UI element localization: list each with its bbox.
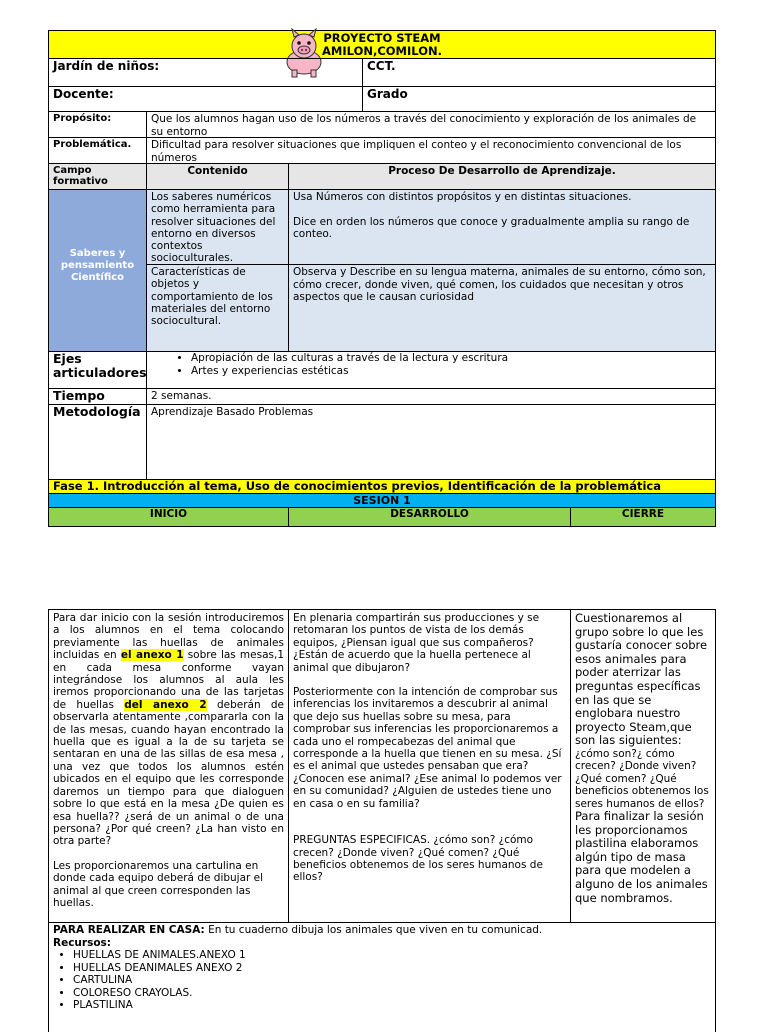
casa-cell <box>48 922 716 1032</box>
ejes-item-2: • Artes y experiencias estéticas <box>191 365 715 378</box>
grado-cell <box>362 86 716 112</box>
contenido-2: Características de objetos y comportamiento de los materiales del entorno sociocultural. <box>146 264 289 352</box>
cierre-header: CIERRE <box>570 507 716 527</box>
desarrollo-text-1: En plenaria compartirán sus producciones y se retomaran los puntos de vista de los demás equipos, ¿Piensan igual que sus compañeros? ¿Están de acuerdo que la huella pertenece al animal que dibujaron? <box>293 612 540 674</box>
recursos-list <box>53 949 711 1012</box>
recurso-item: • HUELLAS DE ANIMALES.ANEXO 1 <box>73 949 711 962</box>
inicio-highlight-anexo1: el anexo 1 <box>120 649 184 662</box>
inicio-cell <box>48 609 289 923</box>
cierre-text-1: Cuestionaremos al grupo sobre lo que les gustaría conocer sobre esos animales para poder aterrizar las preguntas específicas en las que se englobara nuestro proyecto Steam,que son las siguientes: <box>575 611 708 748</box>
cct-label: CCT. <box>367 59 396 73</box>
ejes-list <box>171 352 715 377</box>
recurso-item: • CARTULINA <box>73 974 711 987</box>
ejes-item-1: • Apropiación de las culturas a través de la lectura y escritura <box>191 352 715 365</box>
problematica-label: Problemática. <box>48 137 147 164</box>
recurso-item: • COLORESO CRAYOLAS. <box>73 987 711 1000</box>
docente-label: Docente: <box>53 87 114 101</box>
desarrollo-text-3: PREGUNTAS ESPECIFICAS. ¿cómo son? ¿cómo crecen? ¿Donde viven? ¿Qué comen? ¿Qué beneficios obtenemos de los seres humanos de ellos? <box>293 834 543 884</box>
cct-cell <box>362 58 716 87</box>
metodologia-text: Aprendizaje Basado Problemas <box>146 404 716 480</box>
casa-label: PARA REALIZAR EN CASA: <box>53 924 205 936</box>
desarrollo-cell <box>288 609 571 923</box>
contenido-header: Contenido <box>146 163 289 190</box>
docente-cell <box>48 86 363 112</box>
desarrollo-header: DESARROLLO <box>288 507 571 527</box>
cierre-questions: ¿cómo son?¿ cómo crecen? ¿Donde viven? ¿Qué comen? ¿Qué beneficios obtenemos los seres humanos de ellos? <box>575 747 709 810</box>
inicio-header: INICIO <box>48 507 289 527</box>
grado-label: Grado <box>367 87 408 101</box>
inicio-text-c: deberán de observarla atentamente ,compararla con la de las mesas, cuando hayan encontrado la huella que es igual a la de su tarjeta se sentaran en una de las sillas de esa mesa , una vez que todos los alumnos estén ubicados en el equipo que les corresponde daremos un tiempo para que dialoguen sobre lo que está en la mesa ¿De quien es esa huella?? ¿será de un animal o de una persona? ¿Por qué creen? ¿La han visto en otra parte? <box>53 698 285 848</box>
cierre-cell <box>570 609 716 923</box>
project-subtitle: AMILON,COMILON. <box>322 44 442 58</box>
tiempo-text: 2 semanas. <box>146 388 716 405</box>
sesion-banner: SESION 1 <box>48 493 716 508</box>
metodologia-label: Metodología <box>48 404 147 480</box>
recurso-item: • PLASTILINA <box>73 999 711 1012</box>
proceso-2: Observa y Describe en su lengua materna, animales de su entorno, cómo son, cómo crecer, donde viven, qué comen, los cuidados que necesitan y otros aspectos que le causan curiosidad <box>288 264 716 352</box>
inicio-text-b: sobre las mesas,1 en cada mesa conforme vayan integrándose los alumnos al aula les iremos proporcionando una de las tarjetas de huellas <box>53 649 285 711</box>
saberes-label: Saberes y pensamiento Científico <box>60 248 135 283</box>
jardin-cell <box>48 58 363 87</box>
jardin-label: Jardín de niños: <box>53 59 160 73</box>
recurso-item: • HUELLAS DEANIMALES ANEXO 2 <box>73 962 711 975</box>
contenido-1: Los saberes numéricos como herramienta para resolver situaciones del entorno en diversos contextos socioculturales. <box>146 189 289 265</box>
inicio-highlight-anexo2: del anexo 2 <box>124 698 207 711</box>
problematica-text: Dificultad para resolver situaciones que impliquen el conteo y el reconocimiento convencional de los números <box>146 137 716 164</box>
cierre-text-2: Para finalizar la sesión les proporcionamos plastilina elaboramos algún tipo de masa para que modelen a alguno de los animales que nombramos. <box>575 808 708 905</box>
proposito-label: Propósito: <box>48 111 147 138</box>
saberes-cell <box>48 189 147 352</box>
inicio-text-a: Para dar inicio con la sesión introduciremos a los alumnos en el tema colocando previamente las huellas de animales incluidas en <box>53 612 284 662</box>
inicio-text-2: Les proporcionaremos una cartulina en donde cada equipo deberá de dibujar el animal al que creen corresponden las huellas. <box>53 859 264 909</box>
tiempo-label: Tiempo <box>48 388 147 405</box>
proceso-1-cell <box>288 189 716 265</box>
proceso-header: Proceso De Desarrollo de Aprendizaje. <box>288 163 716 190</box>
title-bar <box>48 30 716 59</box>
desarrollo-text-2: Posteriormente con la intención de comprobar sus inferencias los invitaremos a descubrir al animal que dejo sus huellas sobre su mesa, para comprobar sus inferencias les proporcionaremos a cada uno el rompecabezas del animal que corresponde a la huella que tienen en su mesa. ¿Sí es el animal que ustedes pensaban que era? ¿Conocen ese animal? ¿Ese animal lo podemos ver en su comunidad? ¿Alguien de ustedes tiene uno en casa o en su familia? <box>293 686 562 810</box>
proceso-1a: Usa Números con distintos propósitos y en distintas situaciones. <box>293 191 632 203</box>
proposito-text: Que los alumnos hagan uso de los números a través del conocimiento y exploración de los animales de su entorno <box>146 111 716 138</box>
project-title: PROYECTO STEAM <box>323 31 441 45</box>
fase-banner: Fase 1. Introducción al tema, Uso de conocimientos previos, Identificación de la problemática <box>48 479 716 494</box>
ejes-cell <box>146 351 716 389</box>
casa-text: En tu cuaderno dibuja los animales que viven en tu comunicad. <box>208 924 543 936</box>
ejes-label: Ejes articuladores <box>48 351 147 389</box>
proceso-1b: Dice en orden los números que conoce y gradualmente amplia su rango de conteo. <box>293 215 690 240</box>
campo-label: Campo formativo <box>48 163 147 190</box>
recursos-label: Recursos: <box>53 936 111 949</box>
